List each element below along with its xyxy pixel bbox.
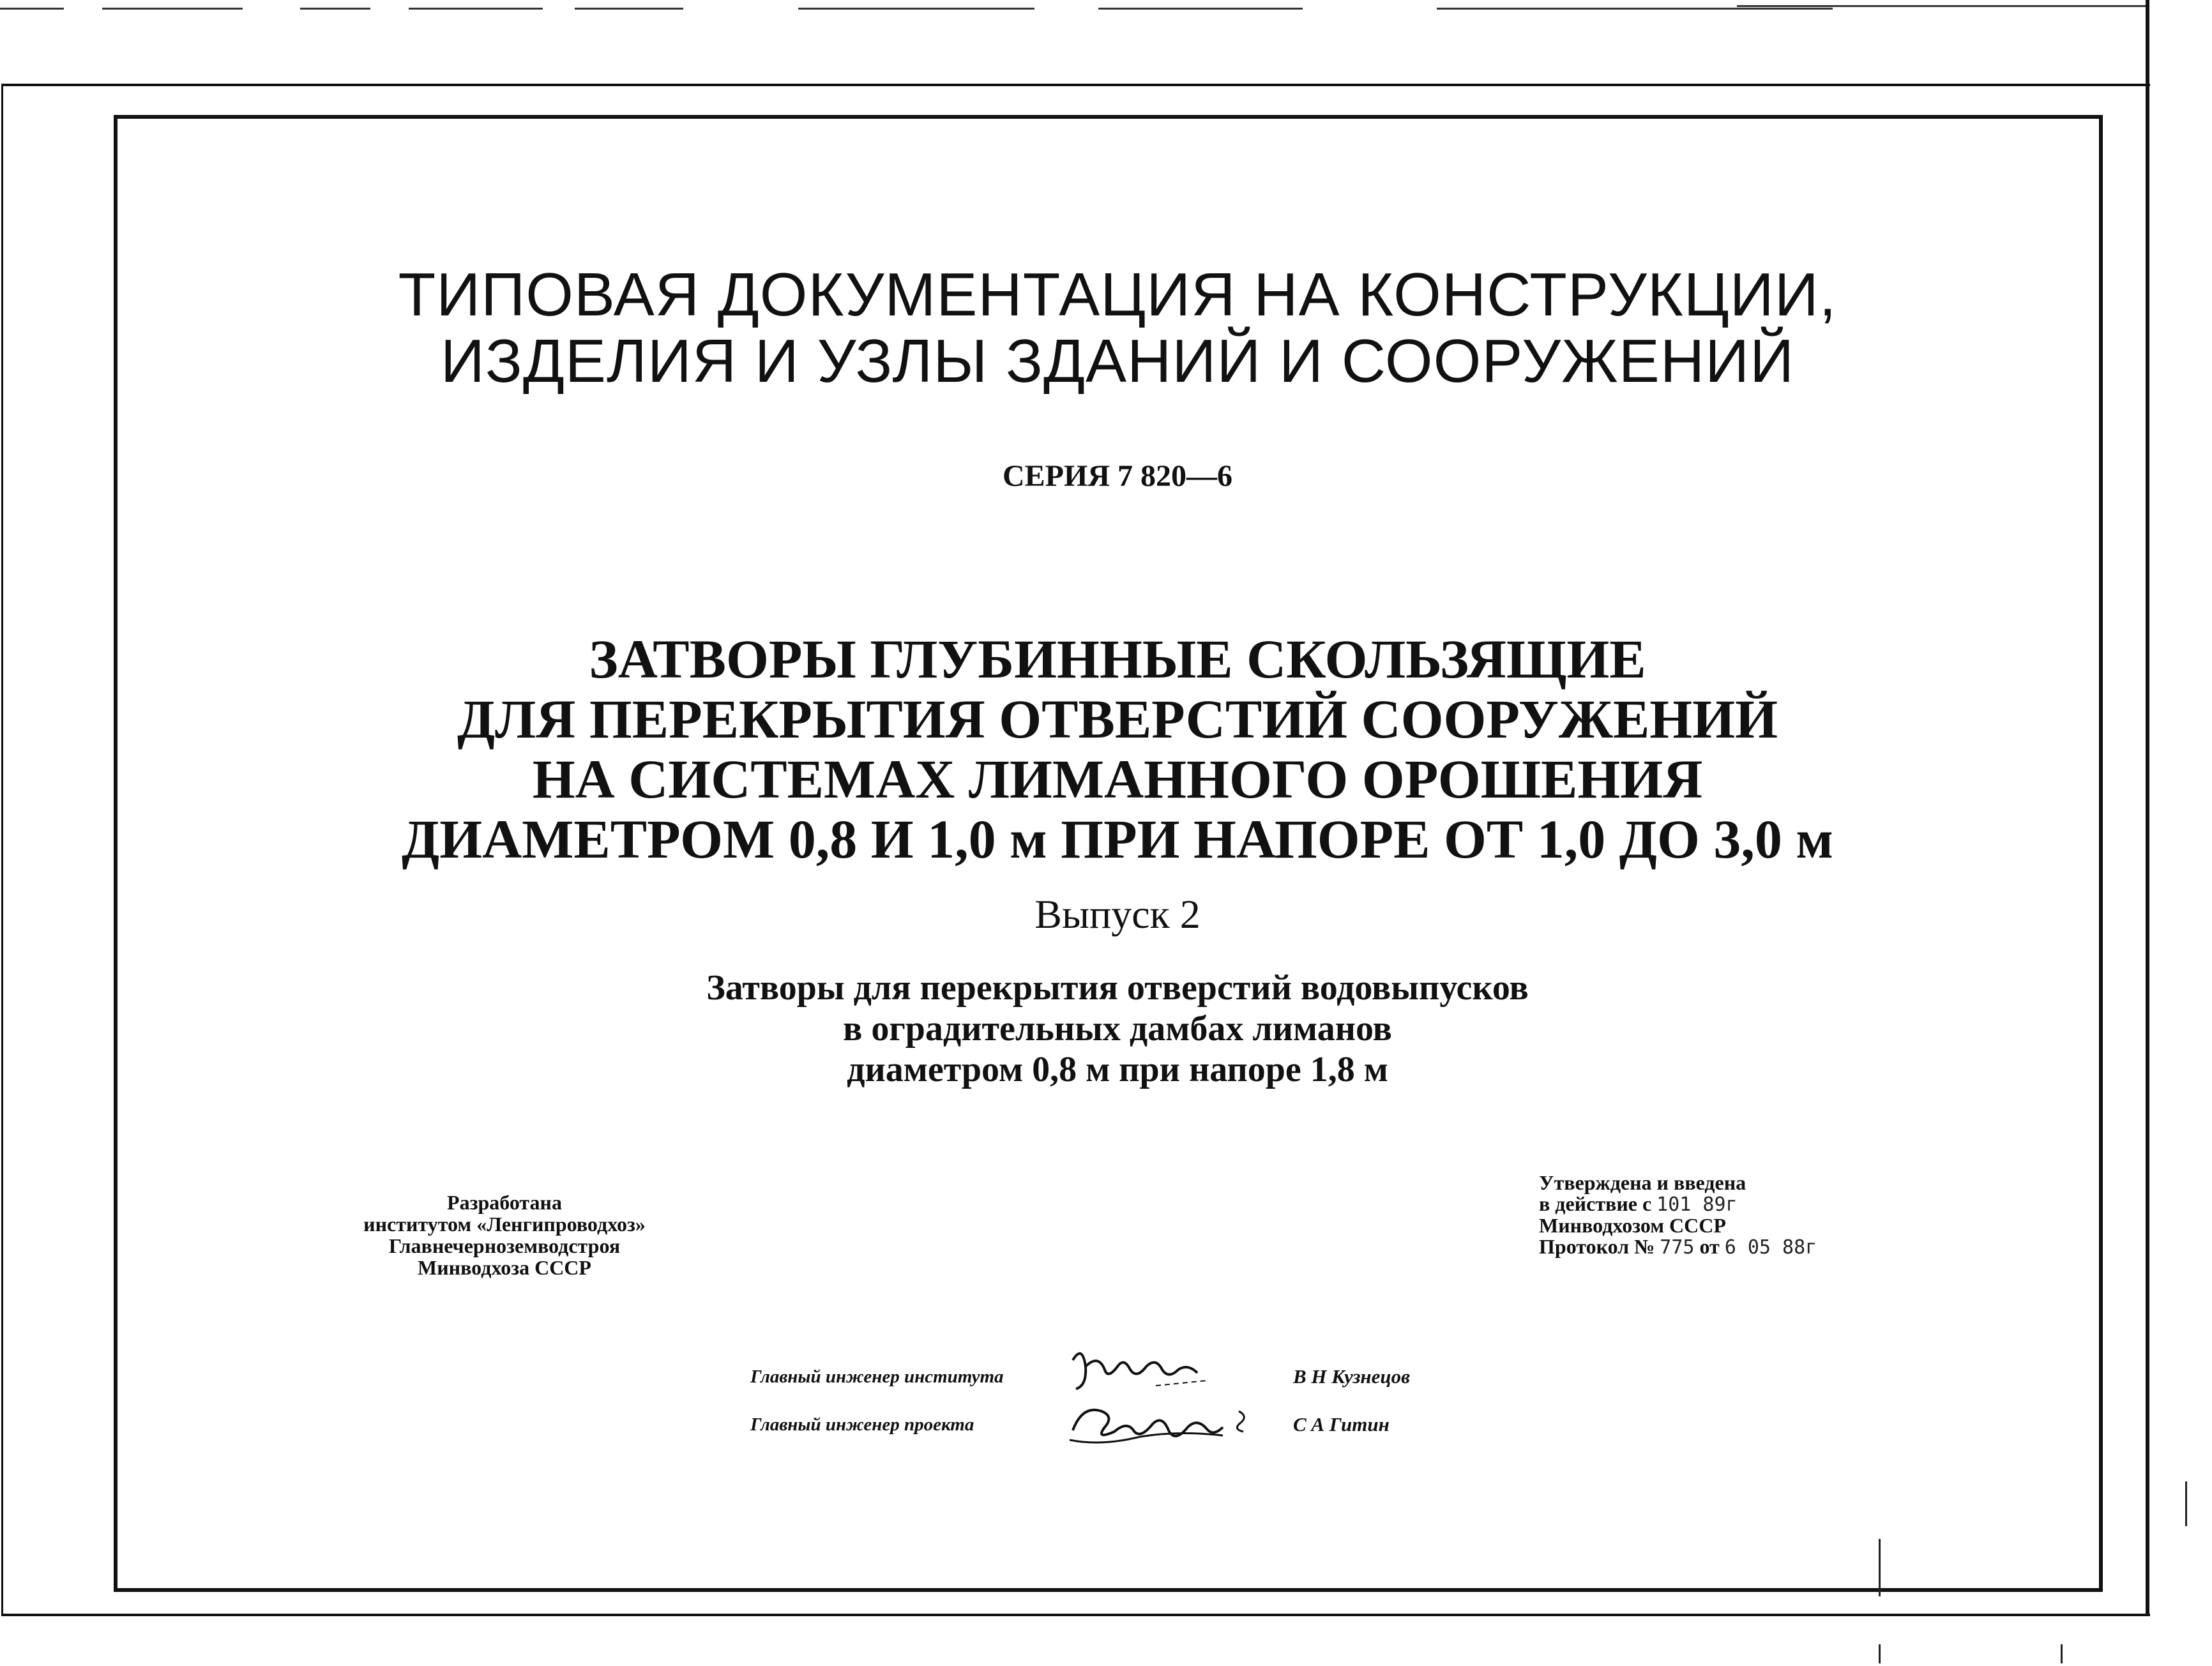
approval-block xyxy=(1539,1172,1986,1258)
approval-effective-label: в действие с xyxy=(1539,1192,1652,1215)
scan-mark xyxy=(1879,1644,1881,1663)
scan-mark xyxy=(2185,1481,2187,1526)
developer-line: Минводхоза СССР xyxy=(418,1256,591,1279)
subtitle-line: в оградительных дамбах лиманов xyxy=(843,1009,1392,1049)
developer-line: Главнечерноземводстроя xyxy=(388,1234,621,1257)
developer-line: институтом «Ленгипроводхоз» xyxy=(363,1213,646,1236)
issue-number: Выпуск 2 xyxy=(1034,891,1201,937)
approval-line xyxy=(1539,1236,1986,1258)
subtitle-line: диаметром 0,8 м при напоре 1,8 м xyxy=(847,1050,1388,1089)
signature-role: Главный инженер института xyxy=(750,1367,1004,1387)
signatory-name: С А Гитин xyxy=(1293,1413,1390,1435)
developer-line: Разработана xyxy=(447,1191,562,1214)
approval-line xyxy=(1539,1193,1986,1215)
subtitle-line: Затворы для перекрытия отверстий водовыпусков xyxy=(706,968,1529,1008)
series-number: СЕРИЯ 7 820—6 xyxy=(1003,459,1232,493)
main-title xyxy=(255,629,1980,869)
scan-mark xyxy=(1879,1539,1881,1596)
subtitle xyxy=(511,967,1724,1090)
signature-role: Главный инженер проекта xyxy=(750,1414,974,1435)
protocol-number: 775 xyxy=(1660,1236,1695,1259)
approval-line: Минводхозом СССР xyxy=(1539,1214,1726,1237)
signatory-name: В Н Кузнецов xyxy=(1293,1365,1410,1388)
scan-mark xyxy=(2061,1644,2063,1663)
handwritten-signature xyxy=(1060,1341,1252,1398)
heading-line: ТИПОВАЯ ДОКУМЕНТАЦИЯ НА КОНСТРУКЦИИ, xyxy=(398,261,1837,329)
protocol-date: 6 05 88г xyxy=(1724,1236,1817,1259)
approval-effective-date: 101 89г xyxy=(1656,1193,1738,1216)
protocol-from-label: от xyxy=(1699,1235,1720,1258)
outer-frame-right-edge xyxy=(2146,0,2149,1616)
document-heading xyxy=(192,262,2043,395)
handwritten-signature xyxy=(1063,1392,1268,1456)
main-title-line: ЗАТВОРЫ ГЛУБИННЫЕ СКОЛЬЗЯЩИЕ xyxy=(589,628,1646,690)
main-title-line: ДЛЯ ПЕРЕКРЫТИЯ ОТВЕРСТИЙ СООРУЖЕНИЙ xyxy=(457,688,1778,750)
main-title-line: НА СИСТЕМАХ ЛИМАННОГО ОРОШЕНИЯ xyxy=(532,748,1703,810)
main-title-line: ДИАМЕТРОМ 0,8 И 1,0 м ПРИ НАПОРЕ ОТ 1,0 ДО 3,0 м xyxy=(402,808,1833,870)
heading-line: ИЗДЕЛИЯ И УЗЛЫ ЗДАНИЙ И СООРУЖЕНИЙ xyxy=(440,327,1795,395)
developer-block xyxy=(294,1192,715,1278)
protocol-label: Протокол № xyxy=(1539,1235,1655,1258)
approval-line: Утверждена и введена xyxy=(1539,1171,1746,1194)
